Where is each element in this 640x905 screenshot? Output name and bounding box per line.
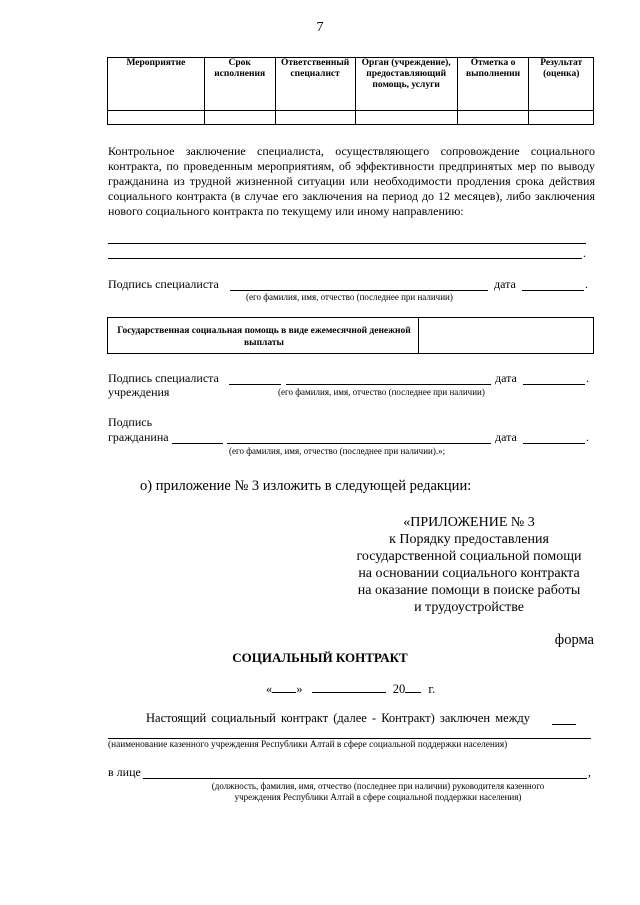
institution-line	[108, 738, 591, 739]
table-cell	[204, 111, 275, 125]
control-conclusion-text: Контрольное заключение специалиста, осуществляющего сопровождение социального контракта, по проведенным мероприятиям, об эффективности предпринятых мер по выводу гражданина из трудной жизненной ситуации или необходимости продления срока действия социального контракта (в случае его заключения на период до 12 месяцев), либо заключения нового социального контракта по текущему или иному направлению:	[108, 144, 595, 218]
conclusion-end-mark: .	[583, 246, 586, 260]
table-cell	[529, 111, 594, 125]
date-label: дата	[495, 371, 517, 385]
date-label: дата	[494, 277, 516, 291]
table-header-cell: Отметка о выполнении	[457, 58, 529, 111]
citizen-label: гражданина	[108, 430, 169, 444]
date-label: дата	[495, 430, 517, 444]
specialist-signature-label: Подпись специалиста	[108, 371, 219, 385]
specialist-name-hint: (его фамилия, имя, отчество (последнее при наличии)	[278, 387, 485, 397]
table-header-cell: Результат (оценка)	[529, 58, 594, 111]
date-line	[522, 290, 584, 291]
head-hint: (должность, фамилия, имя, отчество (последнее при наличии) руководителя казенного учреждения Республики Алтай в сфере социальной поддержки населения)	[211, 781, 545, 802]
conclusion-line-2	[108, 258, 582, 259]
specialist-signature-line	[230, 290, 488, 291]
document-page: 7 Мероприятие Срок исполнения Ответственный специалист Орган (учреждение), предоставляющий помощь, услуги Отметка о выполнении Результат (оценка) Контрольное заключение специалиста, осуществляющего сопровождение социального контракта, по проведенным мероприятиям, об эффективности предпринятых мер по выводу гражданина из трудной жизненной ситуации или необходимости продления срока действия социального контракта (в случае его заключения на период до 12 месяцев), либо заключения нового социального контракта по текущему или иному направлению: . Подпись специалиста дата . (его фамилия, имя, отчество (последнее при наличии) Государственная социальная помощь в виде ежемесячной денежной выплаты Подпись специалиста учреждения дата . (его фамилия, имя, отчество (последнее при наличии) Подпись гражданина дата . (его фамилия, имя, отчество (последнее при наличии).»; о) приложение № 3 изложить в следующей редакции: «ПРИЛОЖЕНИЕ № 3 к Порядку предоставления государственной социальной помощи на основании социального контракта на оказание помощи в поиске работы и трудоустройстве форма СОЦИАЛЬНЫЙ КОНТРАКТ « » 20 г. Настоящий социальный контракт (далее - Контракт) заключен между (наименование казенного учреждения Республики Алтай в сфере социальной поддержки населения) в лице , (должность, фамилия, имя, отчество (последнее при наличии) руководителя казенного учреждения Республики Алтай в сфере социальной поддержки населения)	[0, 0, 640, 905]
table-header-row	[108, 58, 594, 111]
date-line	[523, 443, 585, 444]
appendix-line: на основании социального контракта	[358, 566, 580, 581]
specialist-name-line	[286, 384, 491, 385]
citizen-signature-label: Подпись	[108, 415, 153, 429]
amendment-text: о) приложение № 3 изложить в следующей редакции:	[140, 478, 472, 494]
table-header-cell: Орган (учреждение), предоставляющий помощь, услуги	[355, 58, 457, 111]
appendix-line: к Порядку предоставления	[389, 532, 549, 547]
specialist-name-hint: (его фамилия, имя, отчество (последнее при наличии)	[246, 292, 453, 302]
citizen-signature-line	[172, 443, 223, 444]
specialist-signature-line	[229, 384, 281, 385]
table-row	[108, 111, 594, 125]
intro-line	[552, 724, 576, 725]
table-cell	[355, 111, 457, 125]
institution-label: учреждения	[108, 385, 170, 399]
table-header-cell: Ответственный специалист	[275, 58, 355, 111]
specialist-signature-label: Подпись специалиста	[108, 277, 219, 291]
table-cell	[457, 111, 529, 125]
page-number: 7	[316, 20, 324, 35]
appendix-line: на оказание помощи в поиске работы	[357, 583, 581, 598]
form-label: форма	[554, 632, 594, 648]
date-line	[523, 384, 585, 385]
appendix-header	[344, 514, 594, 616]
table-cell	[108, 111, 205, 125]
table-cell	[275, 111, 355, 125]
table-header-cell: Мероприятие	[108, 58, 205, 111]
events-table	[107, 57, 594, 125]
table-header-cell: Срок исполнения	[204, 58, 275, 111]
monthly-aid-box	[107, 317, 594, 354]
citizen-name-line	[227, 443, 491, 444]
contract-intro: Настоящий социальный контракт (далее - Контракт) заключен между	[146, 711, 530, 725]
conclusion-line-1	[108, 243, 586, 244]
appendix-line: «ПРИЛОЖЕНИЕ № 3	[403, 515, 535, 530]
monthly-aid-text: Государственная социальная помощь в виде ежемесячной денежной выплаты	[117, 326, 411, 348]
in-person-label: в лице	[108, 765, 141, 779]
appendix-line: государственной социальной помощи	[356, 549, 582, 564]
contract-title: СОЦИАЛЬНЫЙ КОНТРАКТ	[232, 650, 408, 665]
contract-date: « » 20 г.	[266, 682, 436, 696]
head-line	[143, 778, 587, 779]
citizen-name-hint: (его фамилия, имя, отчество (последнее при наличии).»;	[229, 446, 446, 456]
appendix-line: и трудоустройстве	[414, 600, 524, 615]
institution-hint: (наименование казенного учреждения Республики Алтай в сфере социальной поддержки населения)	[108, 740, 508, 750]
comma: ,	[588, 765, 591, 779]
